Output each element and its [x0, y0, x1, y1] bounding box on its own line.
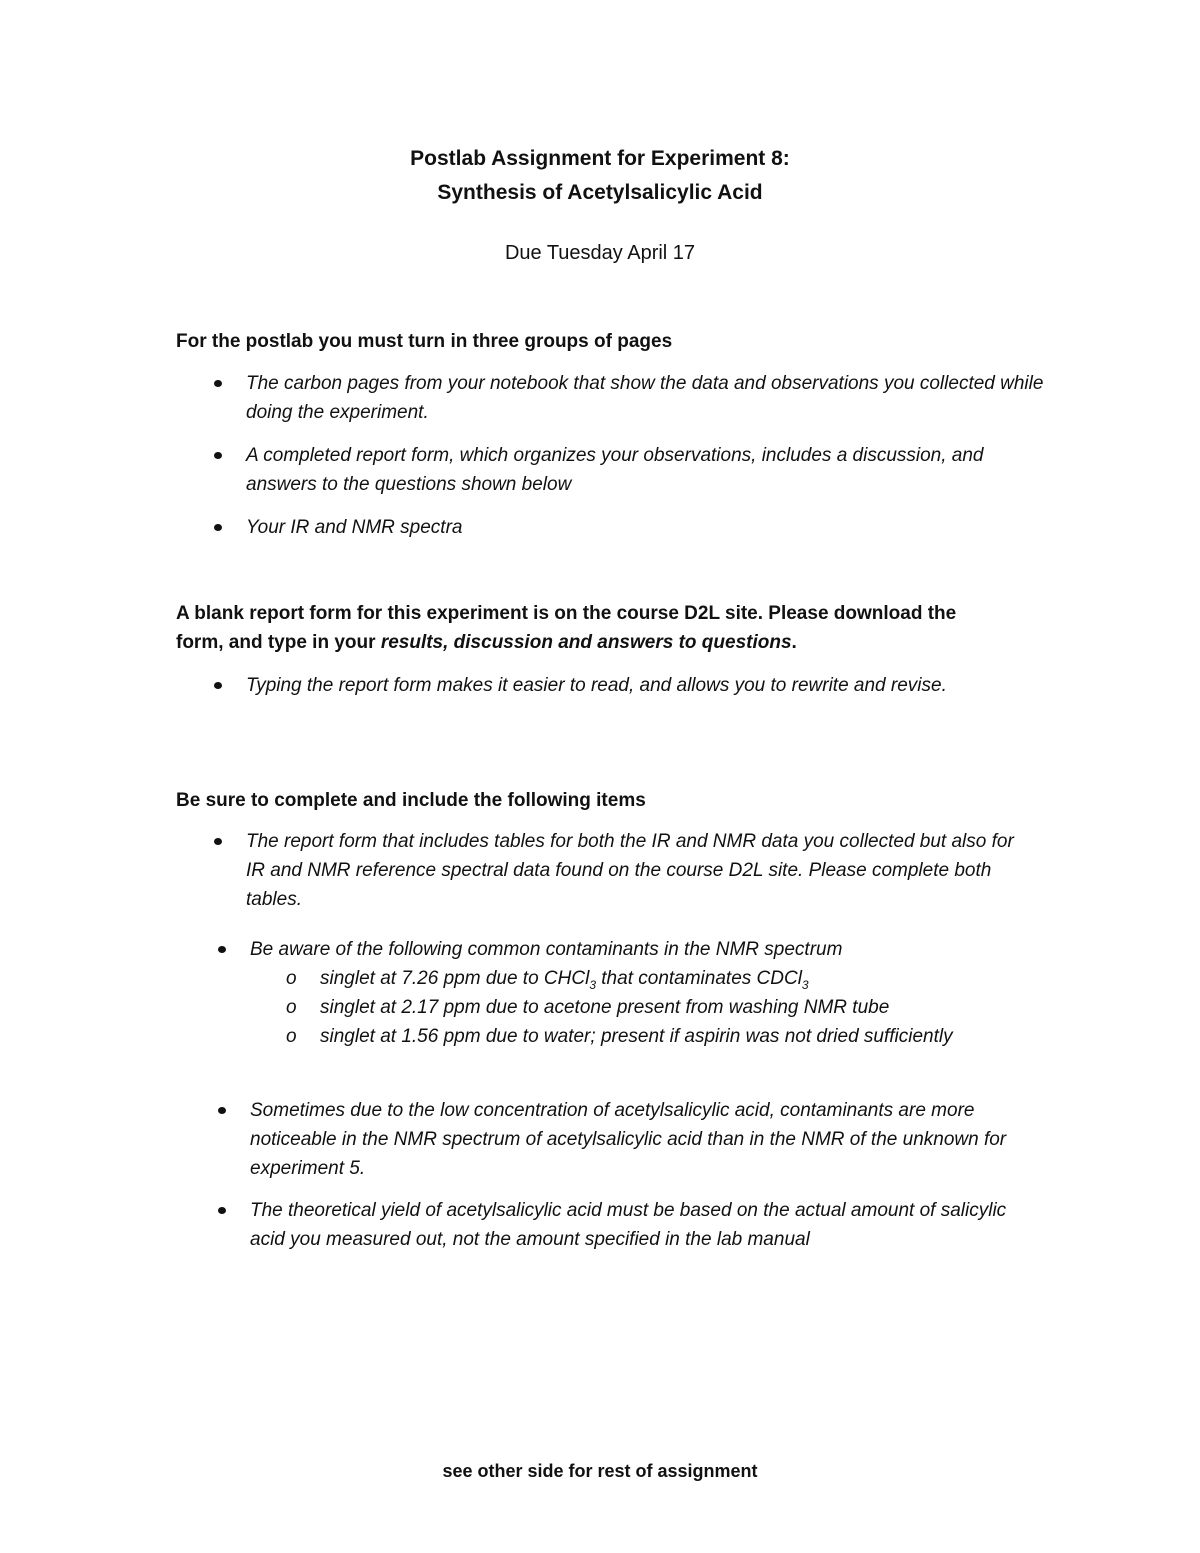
- bullet-icon: [218, 1207, 226, 1214]
- sub-list-item: [286, 993, 1040, 1022]
- list-item-text: Sometimes due to the low concentration of acetylsalicylic acid, contaminants are more noticeable in the NMR spectrum of acetylsalicylic acid than in the NMR of the unknown for experiment 5.: [250, 1100, 1007, 1179]
- list-item: [246, 513, 1046, 542]
- page-title-line-2: Synthesis of Acetylsalicylic Acid: [437, 181, 763, 204]
- list-item: [246, 671, 1046, 700]
- list-item: [250, 1096, 1040, 1183]
- list-item: [250, 935, 1050, 964]
- section-heading-complete-items: Be sure to complete and include the following items: [176, 790, 646, 811]
- circle-bullet-icon: o: [286, 1026, 297, 1047]
- page-title-line-1: Postlab Assignment for Experiment 8:: [410, 147, 790, 170]
- bullet-icon: [218, 946, 226, 953]
- list-item-text: The carbon pages from your notebook that show the data and observations you collected while doing the experiment.: [246, 373, 1044, 423]
- section-heading-report-form: [176, 599, 1006, 657]
- bullet-icon: [214, 452, 222, 459]
- sub-item-text: singlet at 1.56 ppm due to water; present if aspirin was not dried sufficiently: [320, 1026, 953, 1047]
- bullet-icon: [218, 1107, 226, 1114]
- heading-text: A blank report form for this experiment is on the course D2L site. Please download the form, and type in your: [176, 603, 957, 653]
- circle-bullet-icon: o: [286, 968, 297, 989]
- list-item-text: The theoretical yield of acetylsalicylic acid must be based on the actual amount of salicylic acid you measured out, not the amount specified in the lab manual: [250, 1200, 1007, 1250]
- bullet-icon: [214, 838, 222, 845]
- sub-list-item: [286, 964, 1040, 993]
- circle-bullet-icon: o: [286, 997, 297, 1018]
- list-item-text: A completed report form, which organizes your observations, includes a discussion, and answers to the questions shown below: [246, 445, 984, 495]
- list-item-text: Your IR and NMR spectra: [246, 517, 463, 538]
- section-heading-turn-in: For the postlab you must turn in three groups of pages: [176, 331, 673, 352]
- heading-end: .: [791, 632, 797, 653]
- list-item-text: Typing the report form makes it easier to read, and allows you to rewrite and revise.: [246, 675, 947, 696]
- list-item: [250, 1196, 1010, 1254]
- list-item-text: The report form that includes tables for both the IR and NMR data you collected but also for IR and NMR reference spectral data found on the course D2L site. Please complete both tables.: [246, 831, 1014, 910]
- heading-emphasis: results, discussion and answers to questions: [380, 632, 792, 653]
- list-item: [246, 369, 1046, 427]
- list-item: [246, 827, 1036, 914]
- footer-note: see other side for rest of assignment: [442, 1461, 758, 1481]
- due-date: Due Tuesday April 17: [504, 242, 696, 264]
- list-item: [246, 441, 1046, 499]
- sub-list-item: [286, 1022, 960, 1051]
- bullet-icon: [214, 380, 222, 387]
- list-item-text: Be aware of the following common contaminants in the NMR spectrum: [250, 939, 843, 960]
- bullet-icon: [214, 524, 222, 531]
- bullet-icon: [214, 682, 222, 689]
- sub-item-text: singlet at 7.26 ppm due to CHCl$_3$ that contaminates CDCl$_3$: [320, 968, 809, 992]
- sub-item-text: singlet at 2.17 ppm due to acetone present from washing NMR tube: [320, 997, 890, 1018]
